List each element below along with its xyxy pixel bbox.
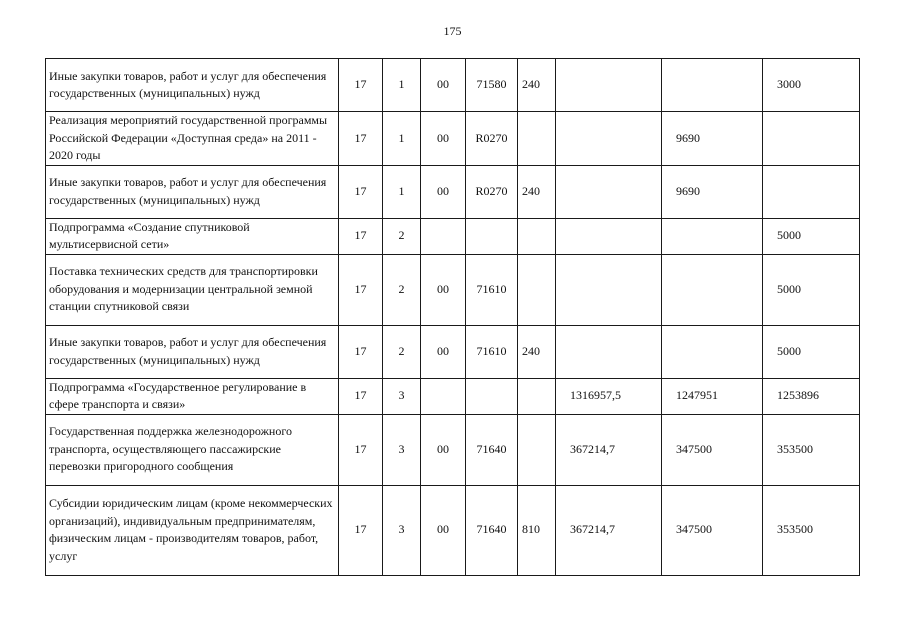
cell-value-3: 353500 — [763, 485, 860, 575]
cell-value-3: 5000 — [763, 254, 860, 325]
cell-code-2: 3 — [383, 378, 421, 414]
cell-value-2: 347500 — [662, 485, 763, 575]
cell-code-5 — [518, 414, 556, 485]
cell-code-3: 00 — [421, 59, 466, 112]
cell-value-2: 347500 — [662, 414, 763, 485]
cell-code-1: 17 — [339, 325, 383, 378]
table-row — [46, 325, 860, 378]
budget-table — [45, 58, 860, 576]
page-number: 175 — [443, 24, 462, 38]
cell-value-1 — [556, 112, 662, 166]
cell-code-3 — [421, 218, 466, 254]
cell-code-1: 17 — [339, 485, 383, 575]
cell-code-4: 71610 — [466, 325, 518, 378]
cell-code-1: 17 — [339, 218, 383, 254]
cell-value-1 — [556, 165, 662, 218]
cell-code-4: R0270 — [466, 165, 518, 218]
cell-code-2: 2 — [383, 218, 421, 254]
table-row — [46, 165, 860, 218]
cell-code-2: 1 — [383, 59, 421, 112]
cell-code-2: 1 — [383, 165, 421, 218]
cell-code-5 — [518, 378, 556, 414]
cell-code-3: 00 — [421, 485, 466, 575]
table-row — [46, 254, 860, 325]
cell-value-2: 9690 — [662, 112, 763, 166]
cell-code-1: 17 — [339, 254, 383, 325]
row-description: Субсидии юридическим лицам (кроме некоммерческих организаций), индивидуальным предпринимателям, физическим лицам - производителям товаров, работ, услуг — [46, 485, 339, 575]
cell-value-1: 367214,7 — [556, 485, 662, 575]
cell-code-3 — [421, 378, 466, 414]
cell-code-3: 00 — [421, 112, 466, 166]
cell-value-1 — [556, 325, 662, 378]
table-row — [46, 414, 860, 485]
cell-code-2: 1 — [383, 112, 421, 166]
cell-code-4: R0270 — [466, 112, 518, 166]
cell-value-3 — [763, 112, 860, 166]
cell-value-2: 1247951 — [662, 378, 763, 414]
row-description: Иные закупки товаров, работ и услуг для обеспечения государственных (муниципальных) нужд — [46, 325, 339, 378]
cell-code-3: 00 — [421, 254, 466, 325]
cell-value-2: 9690 — [662, 165, 763, 218]
cell-code-4: 71580 — [466, 59, 518, 112]
cell-value-2 — [662, 254, 763, 325]
table-row — [46, 218, 860, 254]
cell-value-1: 1316957,5 — [556, 378, 662, 414]
cell-code-3: 00 — [421, 165, 466, 218]
cell-code-5: 240 — [518, 325, 556, 378]
cell-code-4 — [466, 378, 518, 414]
cell-value-3: 3000 — [763, 59, 860, 112]
cell-value-1 — [556, 218, 662, 254]
cell-code-5: 240 — [518, 165, 556, 218]
table-row — [46, 378, 860, 414]
cell-value-2 — [662, 218, 763, 254]
row-description: Государственная поддержка железнодорожного транспорта, осуществляющего пассажирские перевозки пригородного сообщения — [46, 414, 339, 485]
cell-code-1: 17 — [339, 112, 383, 166]
cell-code-4: 71640 — [466, 485, 518, 575]
cell-code-1: 17 — [339, 59, 383, 112]
cell-value-3 — [763, 165, 860, 218]
cell-code-3: 00 — [421, 414, 466, 485]
cell-value-1 — [556, 59, 662, 112]
cell-value-3: 353500 — [763, 414, 860, 485]
cell-value-2 — [662, 59, 763, 112]
row-description: Подпрограмма «Создание спутниковой мультисервисной сети» — [46, 218, 339, 254]
cell-code-1: 17 — [339, 414, 383, 485]
cell-value-3: 1253896 — [763, 378, 860, 414]
cell-code-2: 3 — [383, 485, 421, 575]
row-description: Иные закупки товаров, работ и услуг для обеспечения государственных (муниципальных) нужд — [46, 165, 339, 218]
cell-code-2: 2 — [383, 325, 421, 378]
cell-code-4 — [466, 218, 518, 254]
table-row — [46, 59, 860, 112]
cell-code-2: 3 — [383, 414, 421, 485]
cell-code-5 — [518, 112, 556, 166]
cell-code-4: 71640 — [466, 414, 518, 485]
cell-code-5: 240 — [518, 59, 556, 112]
cell-code-5 — [518, 218, 556, 254]
cell-code-1: 17 — [339, 165, 383, 218]
cell-code-5: 810 — [518, 485, 556, 575]
cell-code-4: 71610 — [466, 254, 518, 325]
row-description: Подпрограмма «Государственное регулирование в сфере транспорта и связи» — [46, 378, 339, 414]
cell-code-1: 17 — [339, 378, 383, 414]
cell-code-5 — [518, 254, 556, 325]
table-row — [46, 485, 860, 575]
row-description: Реализация мероприятий государственной программы Российской Федерации «Доступная среда» на 2011 - 2020 годы — [46, 112, 339, 166]
cell-code-2: 2 — [383, 254, 421, 325]
row-description: Иные закупки товаров, работ и услуг для обеспечения государственных (муниципальных) нужд — [46, 59, 339, 112]
table-row — [46, 112, 860, 166]
cell-value-1 — [556, 254, 662, 325]
cell-value-2 — [662, 325, 763, 378]
cell-value-1: 367214,7 — [556, 414, 662, 485]
cell-value-3: 5000 — [763, 218, 860, 254]
cell-value-3: 5000 — [763, 325, 860, 378]
row-description: Поставка технических средств для транспортировки оборудования и модернизации центральной земной станции спутниковой связи — [46, 254, 339, 325]
cell-code-3: 00 — [421, 325, 466, 378]
